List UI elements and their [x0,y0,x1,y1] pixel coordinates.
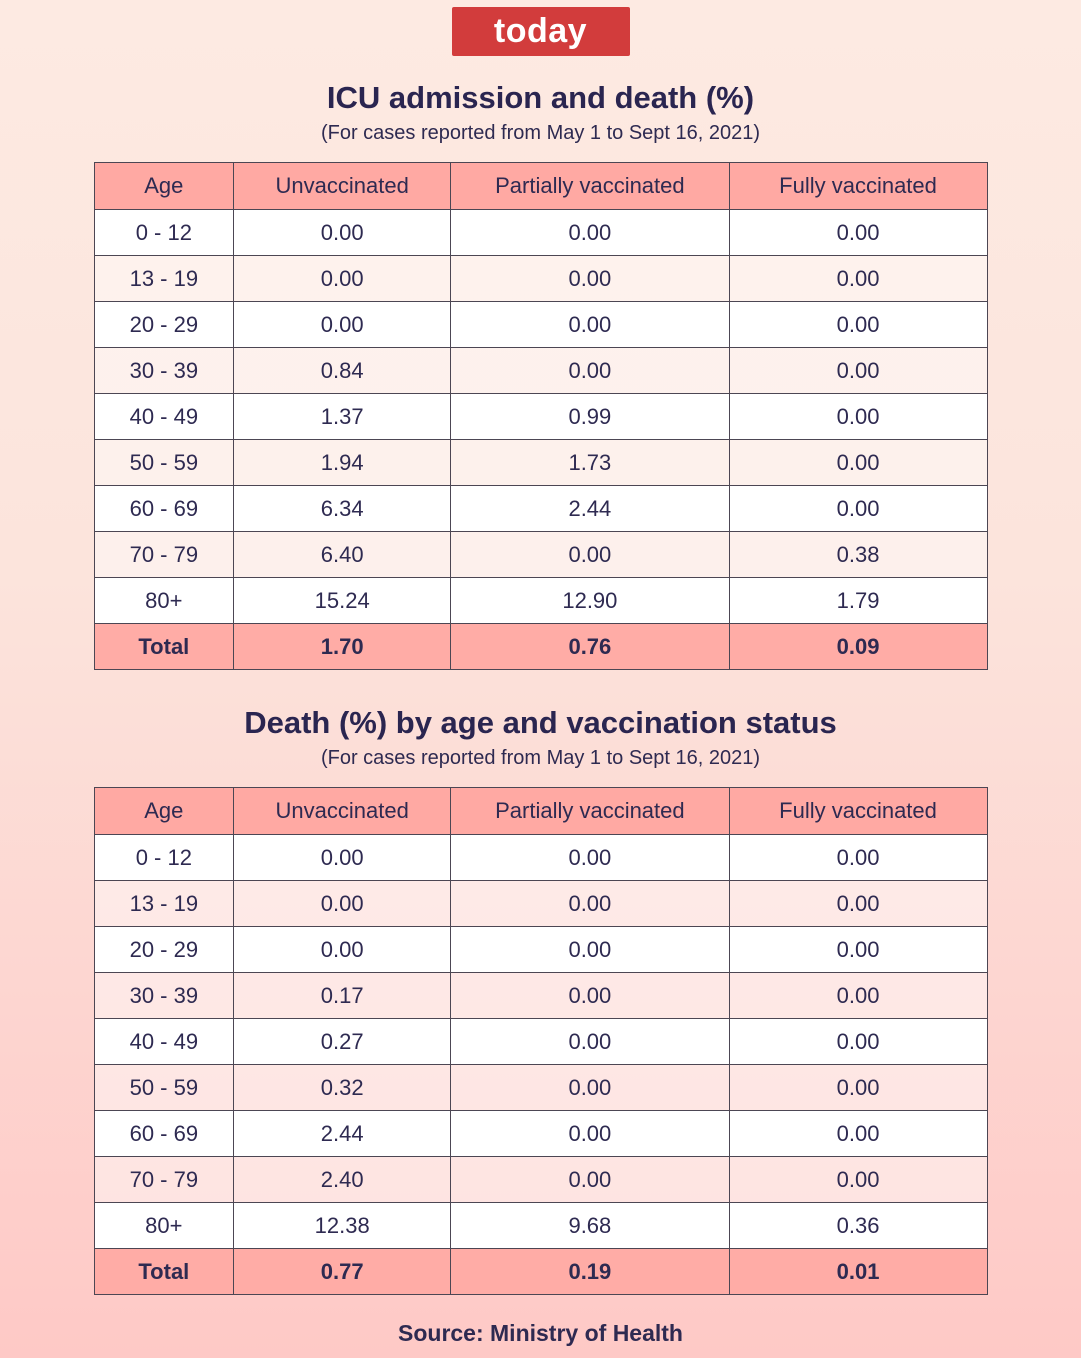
table-row [94,1157,987,1203]
table-cell: 0.00 [729,1019,987,1065]
table-cell: 60 - 69 [94,486,234,532]
table-cell: 2.40 [234,1157,451,1203]
death-section-subtitle: (For cases reported from May 1 to Sept 16, 2021) [320,747,761,770]
table-cell: 0.36 [729,1203,987,1249]
table-cell: 0.00 [451,1157,729,1203]
table-cell: 0.00 [729,486,987,532]
table-row [94,835,987,881]
table-cell: 13 - 19 [94,256,234,302]
column-header: Partially vaccinated [451,788,729,835]
table-cell: 1.79 [729,578,987,624]
table-cell: 0.19 [451,1249,729,1295]
table-cell: 80+ [94,578,234,624]
table-cell: 20 - 29 [94,927,234,973]
table-cell: 0.32 [234,1065,451,1111]
header-row [94,788,987,835]
table-cell: 0.00 [451,210,729,256]
table-cell: 1.73 [451,440,729,486]
table-cell: 6.34 [234,486,451,532]
table-cell: 80+ [94,1203,234,1249]
table-cell: 0.00 [729,835,987,881]
table-cell: 0.00 [451,302,729,348]
table-cell: 0.84 [234,348,451,394]
table-cell: 0.99 [451,394,729,440]
table-cell: 0.00 [234,927,451,973]
table-cell: 0.00 [729,302,987,348]
table-cell: 0.00 [234,256,451,302]
infographic-page [0,7,1081,1358]
table-cell: 0 - 12 [94,210,234,256]
column-header: Age [94,163,234,210]
table-cell: 40 - 49 [94,1019,234,1065]
table-row [94,973,987,1019]
table-cell: 12.38 [234,1203,451,1249]
table-cell: 0.00 [234,835,451,881]
total-row [94,624,987,670]
table-cell: 0.00 [729,881,987,927]
table-cell: 15.24 [234,578,451,624]
table-cell: 0.17 [234,973,451,1019]
table-row [94,486,987,532]
icu-section-subtitle: (For cases reported from May 1 to Sept 16, 2021) [320,122,761,145]
section-death [0,706,1081,1295]
table-cell: 0.00 [451,1111,729,1157]
table-cell: 70 - 79 [94,532,234,578]
table-cell: 50 - 59 [94,1065,234,1111]
table-row [94,927,987,973]
table-cell: 2.44 [234,1111,451,1157]
table-cell: 1.94 [234,440,451,486]
table-cell: 0.00 [451,1019,729,1065]
table-row [94,348,987,394]
table-cell: 0.00 [729,1157,987,1203]
table-cell: 0.00 [729,927,987,973]
table-cell: 1.70 [234,624,451,670]
table-row [94,302,987,348]
table-row [94,1203,987,1249]
table-cell: 0.00 [234,881,451,927]
table-row [94,210,987,256]
table-cell: 0 - 12 [94,835,234,881]
table-cell: 0.01 [729,1249,987,1295]
table-cell: 0.00 [451,532,729,578]
today-logo-text: today [493,12,588,50]
table-row [94,532,987,578]
icu-section-title: ICU admission and death (%) [326,80,755,115]
table-row [94,1019,987,1065]
table-cell: 0.00 [451,348,729,394]
table-cell: 6.40 [234,532,451,578]
table-row [94,394,987,440]
table-cell: 20 - 29 [94,302,234,348]
table-cell: 0.00 [451,256,729,302]
column-header: Fully vaccinated [729,788,987,835]
table-cell: 0.00 [729,210,987,256]
table-cell: 0.00 [234,302,451,348]
column-header: Unvaccinated [234,163,451,210]
table-row [94,881,987,927]
table-cell: 0.00 [729,348,987,394]
death-section-title: Death (%) by age and vaccination status [244,705,837,741]
table-cell: 0.00 [451,835,729,881]
table-cell: 1.37 [234,394,451,440]
table-row [94,578,987,624]
table-cell: 0.38 [729,532,987,578]
table-row [94,1065,987,1111]
death-table [94,787,988,1295]
table-cell: 9.68 [451,1203,729,1249]
table-cell: 0.77 [234,1249,451,1295]
column-header: Fully vaccinated [729,163,987,210]
total-row [94,1249,987,1295]
table-cell: 0.00 [234,210,451,256]
table-cell: 30 - 39 [94,348,234,394]
section-icu [0,81,1081,670]
table-cell: 12.90 [451,578,729,624]
table-cell: 0.00 [729,256,987,302]
table-cell: Total [94,1249,234,1295]
column-header: Unvaccinated [234,788,451,835]
table-cell: 0.00 [729,1065,987,1111]
table-cell: Total [94,624,234,670]
table-cell: 30 - 39 [94,973,234,1019]
table-row [94,1111,987,1157]
table-row [94,440,987,486]
table-cell: 60 - 69 [94,1111,234,1157]
table-cell: 0.00 [729,440,987,486]
table-cell: 0.00 [729,1111,987,1157]
table-cell: 40 - 49 [94,394,234,440]
icu-table [94,162,988,670]
table-cell: 0.27 [234,1019,451,1065]
table-cell: 0.00 [451,927,729,973]
table-cell: 0.00 [451,973,729,1019]
table-cell: 0.09 [729,624,987,670]
table-cell: 50 - 59 [94,440,234,486]
table-row [94,256,987,302]
table-cell: 0.76 [451,624,729,670]
column-header: Age [94,788,234,835]
source-text: Source: Ministry of Health [398,1320,683,1347]
table-cell: 2.44 [451,486,729,532]
table-cell: 0.00 [451,1065,729,1111]
table-cell: 0.00 [729,394,987,440]
today-logo [452,7,630,56]
column-header: Partially vaccinated [451,163,729,210]
table-cell: 13 - 19 [94,881,234,927]
header-row [94,163,987,210]
table-cell: 0.00 [451,881,729,927]
table-cell: 70 - 79 [94,1157,234,1203]
table-cell: 0.00 [729,973,987,1019]
